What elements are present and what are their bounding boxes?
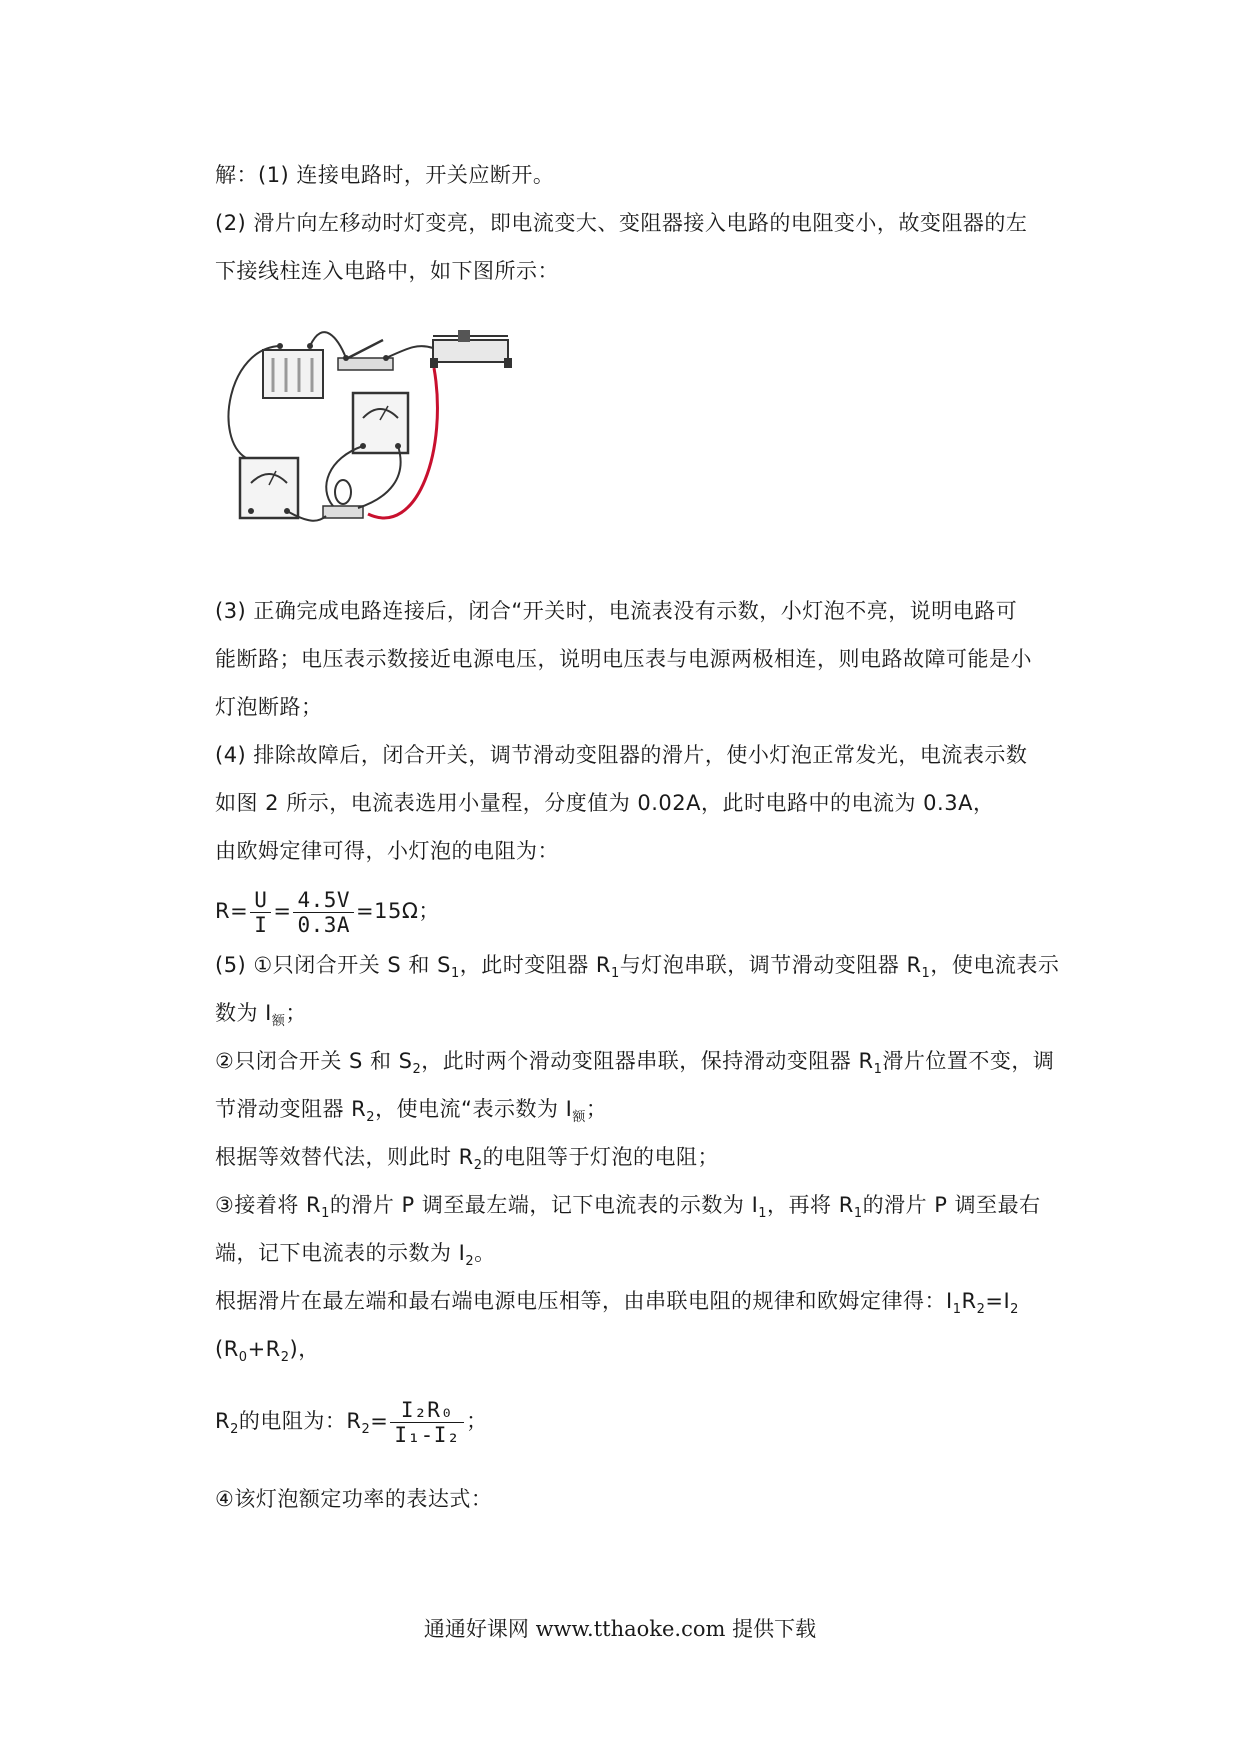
text-segment: 与灯泡串联，调节滑动变阻器 R: [619, 953, 922, 977]
subscript: 额: [572, 1110, 586, 1125]
text-segment: 的滑片 P 调至最右: [862, 1193, 1041, 1217]
subscript: 1: [873, 1062, 883, 1077]
rheostat-icon: [430, 330, 512, 368]
solution-line-13: [215, 1046, 1055, 1085]
solution-line-9: 由欧姆定律可得，小灯泡的电阻为：: [215, 839, 559, 863]
solution-line-8: 如图 2 所示，电流表选用小量程，分度值为 0.02A，此时电路中的电流为 0.3A，: [215, 791, 995, 815]
solution-line-16: [215, 1190, 1055, 1229]
text-segment: +R: [247, 1337, 281, 1361]
solution-line-14: [215, 1094, 1055, 1133]
fraction-numerator: U: [250, 888, 271, 913]
subscript: 1: [921, 966, 931, 981]
footer-watermark: 通通好课网 www.tthaoke.com 提供下载: [423, 1617, 817, 1641]
text-segment: 节滑动变阻器 R: [215, 1097, 367, 1121]
solution-line-3: 下接线柱连入电路中，如下图所示：: [215, 259, 559, 283]
circuit-diagram-figure: [218, 328, 548, 546]
subscript: 1: [952, 1302, 962, 1317]
solution-line-21: ④该灯泡额定功率的表达式：: [215, 1487, 493, 1511]
solution-line-2: (2) 滑片向左移动时灯变亮，即电流变大、变阻器接入电路的电阻变小，故变阻器的左: [215, 211, 1028, 235]
subscript: 2: [1010, 1302, 1019, 1317]
solution-line-12: [215, 998, 1055, 1037]
text-segment: 的电阻为：R: [238, 1409, 362, 1433]
subscript: 0: [238, 1350, 248, 1365]
solution-line-6: 灯泡断路；: [215, 695, 323, 719]
subscript: 2: [230, 1422, 239, 1437]
solution-line-17: [215, 1238, 1055, 1277]
subscript: 2: [473, 1158, 483, 1173]
text-segment: (R: [215, 1337, 239, 1361]
text-segment: R: [961, 1289, 977, 1313]
subscript: 1: [853, 1206, 863, 1221]
subscript: 2: [280, 1350, 290, 1365]
resistance-formula: [215, 880, 1055, 942]
fraction-numerator: I₂R₀: [390, 1398, 464, 1423]
switch-icon: [338, 340, 393, 370]
subscript: 2: [412, 1062, 422, 1077]
formula-result: =15Ω；: [356, 899, 440, 923]
solution-line-11: [215, 950, 1060, 989]
text-segment: =I: [985, 1289, 1011, 1313]
fraction-r2: [390, 1398, 464, 1447]
subscript: 额: [271, 1014, 286, 1029]
subscript: 1: [321, 1206, 330, 1221]
solution-line-5: 能断路；电压表示数接近电源电压，说明电压表与电源两极相连，则电路故障可能是小: [215, 647, 1032, 671]
subscript: 2: [976, 1302, 986, 1317]
text-segment: 的电阻等于灯泡的电阻；: [482, 1145, 720, 1169]
text-segment: ，使电流“表示数为 I: [375, 1097, 573, 1121]
text-segment: 根据滑片在最左端和最右端电源电压相等，由串联电阻的规律和欧姆定律得：I: [215, 1289, 953, 1313]
text-segment: 数为 I: [215, 1001, 272, 1025]
text-segment: )，: [289, 1337, 320, 1361]
formula-prefix: R=: [215, 899, 249, 923]
text-segment: ；: [466, 1409, 488, 1433]
text-segment: (5) ①只闭合开关 S 和 S: [215, 953, 451, 977]
solution-line-15: [215, 1142, 1055, 1181]
fraction-numerator: 4.5V: [293, 888, 354, 913]
formula-equals: =: [273, 899, 292, 923]
fraction-denominator: I: [254, 912, 268, 937]
text-segment: 。: [474, 1241, 496, 1265]
text-segment: =: [370, 1409, 389, 1433]
text-segment: R: [215, 1409, 231, 1433]
subscript: 2: [361, 1422, 371, 1437]
text-segment: ，使电流表示: [930, 953, 1060, 977]
fraction-denominator: 0.3A: [297, 912, 351, 937]
r2-formula: [215, 1388, 1055, 1454]
fraction-u-over-i: [250, 888, 271, 937]
subscript: 1: [758, 1206, 768, 1221]
text-segment: ；: [585, 1097, 608, 1121]
text-segment: ，此时两个滑动变阻器串联，保持滑动变阻器 R: [421, 1049, 874, 1073]
solution-line-18: [215, 1286, 1055, 1325]
subscript: 2: [366, 1110, 376, 1125]
text-segment: ，再将 R: [767, 1193, 854, 1217]
fraction-denominator: I₁-I₂: [394, 1422, 461, 1447]
text-segment: ；: [285, 1001, 307, 1025]
solution-line-7: (4) 排除故障后，闭合开关，调节滑动变阻器的滑片，使小灯泡正常发光，电流表示数: [215, 743, 1028, 767]
subscript: 1: [611, 966, 620, 981]
text-segment: ，此时变阻器 R: [459, 953, 611, 977]
voltmeter-icon: [353, 393, 408, 453]
text-segment: 滑片位置不变，调: [882, 1049, 1055, 1073]
ammeter-icon: [240, 458, 298, 518]
subscript: 1: [450, 966, 460, 981]
text-segment: 端，记下电流表的示数为 I: [215, 1241, 466, 1265]
text-segment: 根据等效替代法，则此时 R: [215, 1145, 474, 1169]
solution-line-4: (3) 正确完成电路连接后，闭合“开关时，电流表没有示数，小灯泡不亮，说明电路可: [215, 599, 1018, 623]
text-segment: ③接着将 R: [215, 1193, 322, 1217]
battery-icon: [263, 343, 323, 398]
solution-line-1: 解：(1) 连接电路时，开关应断开。: [215, 163, 555, 187]
subscript: 2: [465, 1254, 475, 1269]
text-segment: ②只闭合开关 S 和 S: [215, 1049, 413, 1073]
fraction-values: [293, 888, 354, 937]
text-segment: 的滑片 P 调至最左端，记下电流表的示数为 I: [329, 1193, 759, 1217]
solution-line-19: [215, 1334, 1055, 1373]
